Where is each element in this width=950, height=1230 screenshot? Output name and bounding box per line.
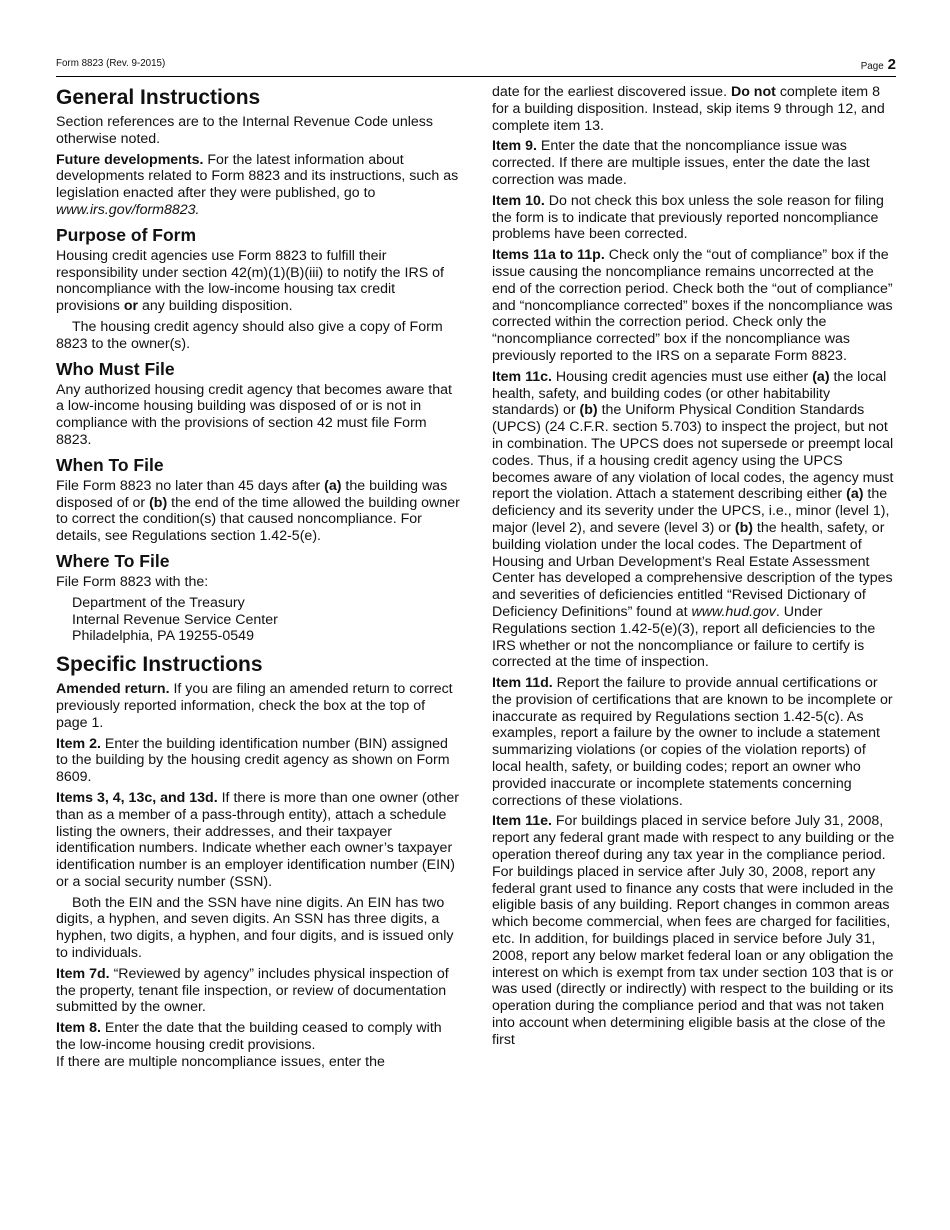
ein-ssn-paragraph: Both the EIN and the SSN have nine digits. An EIN has two digits, a hyphen, and seven digits. An SSN has three digits, a hyphen, two digits, a hyphen, and four digits, and is issued only to individuals. bbox=[56, 894, 454, 962]
items-11a-11p-paragraph bbox=[492, 247, 896, 365]
item-11c-text-4: the deficiency and its severity under the UPCS, i.e., minor (level 1), major (level 2), and severe (level 3) or bbox=[492, 486, 890, 536]
amended-return-text: If you are filing an amended return to correct previously reported information, check the box at the top of page 1. bbox=[56, 681, 453, 731]
items-11a-11p-text: Check only the “out of compliance” box if the issue causing the noncompliance remains uncorrected at the end of the correction period. Check both the “out of compliance” and “noncompliance corrected” boxes if the noncompliance was corrected within the correction period. Check only the “noncompliance corrected” box if the noncompliance was previously reported to the IRS on a separate Form 8823. bbox=[492, 247, 893, 364]
amended-return-label: Amended return. bbox=[56, 681, 170, 698]
items-3-4-text: If there is more than one owner (other than as a member of a pass-through entity), attach a schedule listing the owners, their addresses, and their taxpayer identification numbers. Indicate whether each owner’s taxpayer identification number is an employer identification number (EIN) or a social security number (SSN). bbox=[56, 789, 459, 890]
item-11c-paragraph bbox=[492, 369, 896, 671]
items-3-4-label: Items 3, 4, 13c, and 13d. bbox=[56, 789, 218, 806]
item-11c-text-3: the Uniform Physical Condition Standards (UPCS) (24 C.F.R. section 5.703) to inspect the project, but not in combination. The UPCS does not supersede or preempt local codes. Thus, if a housing credit agency using the UPCS becomes aware of any violation of local codes, the agency must report the violation. Attach a statement describing either bbox=[492, 402, 894, 503]
address-line-2: Internal Revenue Service Center bbox=[72, 611, 278, 628]
amended-return-paragraph bbox=[56, 681, 460, 731]
item-7d-paragraph bbox=[56, 966, 460, 1016]
item-8-paragraph-2: If there are multiple noncompliance issues, enter the bbox=[56, 1053, 385, 1070]
item-11c-a2: (a) bbox=[846, 486, 864, 503]
page-label: Page bbox=[860, 61, 884, 72]
purpose-heading: Purpose of Form bbox=[56, 224, 197, 245]
item-7d-text: “Reviewed by agency” includes physical inspection of the property, tenant file inspection, or review of documentation submitted by the owner. bbox=[56, 965, 449, 1016]
item-2-paragraph bbox=[56, 736, 460, 786]
item-11c-label: Item 11c. bbox=[492, 368, 552, 385]
page-header bbox=[56, 56, 896, 77]
item-11e-paragraph bbox=[492, 813, 896, 1048]
items-3-4-paragraph bbox=[56, 790, 460, 891]
item-9-label: Item 9. bbox=[492, 138, 537, 155]
when-to-file-heading: When To File bbox=[56, 454, 164, 475]
form-revision: Form 8823 (Rev. 9-2015) bbox=[56, 58, 166, 69]
address-line-1: Department of the Treasury bbox=[72, 594, 245, 611]
item-11c-text-1: Housing credit agencies must use either bbox=[551, 368, 813, 385]
item-10-text: Do not check this box unless the sole reason for filing the form is to indicate that previously reported noncompliance problems have been corrected. bbox=[492, 192, 884, 243]
item-11d-text: Report the failure to provide annual certifications or the provision of certifications that are known to be incomplete or inaccurate as required by Regulations section 1.42-5(c). As examples, report a failure by the owner to include a statement summarizing violations (or copies of the violation reports) of local health, safety, or building codes; report an owner who provided inaccurate or incomplete statements concerning corrections of these violations. bbox=[492, 675, 893, 809]
item-8-continued bbox=[492, 84, 896, 134]
where-to-file-heading: Where To File bbox=[56, 550, 170, 571]
when-text-b: the building was disposed of or bbox=[56, 477, 448, 511]
item-11c-b2: (b) bbox=[734, 519, 753, 536]
purpose-text-b: any building disposition. bbox=[138, 298, 293, 315]
item-11d-label: Item 11d. bbox=[492, 675, 553, 692]
when-to-file-paragraph bbox=[56, 478, 460, 545]
purpose-paragraph-2: The housing credit agency should also give a copy of Form 8823 to the owner(s). bbox=[56, 318, 443, 352]
item-11e-label: Item 11e. bbox=[492, 813, 552, 830]
item-9-text: Enter the date that the noncompliance issue was corrected. If there are multiple issues, enter the date the last correction was made. bbox=[492, 138, 870, 188]
item-8-text: Enter the date that the building ceased to comply with the low-income housing credit provisions. bbox=[56, 1020, 442, 1054]
who-must-file-heading: Who Must File bbox=[56, 358, 175, 379]
when-label-b: (b) bbox=[149, 494, 168, 511]
item-2-text: Enter the building identification number (BIN) assigned to the building by the housing credit agency as shown on Form 8609. bbox=[56, 735, 450, 786]
purpose-paragraph bbox=[56, 248, 460, 315]
item-8-label: Item 8. bbox=[56, 1020, 101, 1037]
specific-instructions-heading: Specific Instructions bbox=[56, 653, 263, 677]
purpose-text-a: Housing credit agencies use Form 8823 to fulfill their responsibility under section 42(m)(1)(B)(iii) to notify the IRS of noncompliance with the low-income housing tax credit provisions bbox=[56, 247, 444, 315]
item-11c-text-2: the local health, safety, and building codes (or other habitability standards) or bbox=[492, 368, 887, 419]
item-8-paragraph bbox=[56, 1020, 460, 1054]
address-line-3: Philadelphia, PA 19255-0549 bbox=[72, 628, 254, 645]
mailing-address bbox=[56, 595, 460, 645]
do-not-label: Do not bbox=[730, 84, 776, 100]
general-intro: Section references are to the Internal Revenue Code unless otherwise noted. bbox=[56, 114, 433, 147]
who-must-file-paragraph: Any authorized housing credit agency that becomes aware that a low-income housing building was disposed of or is not in compliance with the provisions of section 42 must file Form 8823. bbox=[56, 381, 452, 448]
item-10-label: Item 10. bbox=[492, 192, 545, 209]
when-label-a: (a) bbox=[324, 477, 342, 494]
item-2-label: Item 2. bbox=[56, 735, 101, 752]
where-to-file-paragraph: File Form 8823 with the: bbox=[56, 573, 209, 590]
left-column bbox=[56, 84, 460, 1075]
item-11e-text: For buildings placed in service before July 31, 2008, report any federal grant made with respect to any building or the operation thereof during any tax year in the compliance period. For buildings placed in service after July 30, 2008, report any federal grant used to finance any costs that were included in the eligible basis of any building. Report changes in common areas which become commercial, when fees are charged for facilities, etc. In addition, for buildings placed in service before July 31, 2008, report any below market federal loan or any obligation the interest on which is exempt from tax under section 103 that is or was used (directly or indirectly) with respect to the building or its operation during the compliance period and that was not taken into account when determining eligible basis at the close of the first bbox=[492, 813, 895, 1048]
future-developments-text: For the latest information about developments related to Form 8823 and its instructions, such as legislation enacted after they were published, go to bbox=[56, 151, 459, 202]
item-7d-label: Item 7d. bbox=[56, 965, 110, 982]
when-text-c: the end of the time allowed the building owner to correct the condition(s) that caused noncompliance. For details, see Regulations section 1.42-5(e). bbox=[56, 494, 460, 545]
item-10-paragraph bbox=[492, 193, 896, 243]
future-developments-label: Future developments. bbox=[56, 151, 204, 168]
irs-form-link: www.irs.gov/form8823. bbox=[56, 201, 200, 218]
page-indicator bbox=[861, 56, 896, 73]
item-11c-text-5: the health, safety, or building violation under the local codes. The Department of Housing and Urban Development’s Real Estate Assessment Center has developed a comprehensive description of the types and severities of deficiencies entitled “Revised Dictionary of Deficiency Definitions” found at bbox=[492, 519, 893, 620]
general-instructions-heading: General Instructions bbox=[56, 86, 261, 109]
hud-link: www.hud.gov bbox=[691, 603, 776, 620]
purpose-or: or bbox=[123, 298, 139, 315]
item-9-paragraph bbox=[492, 138, 896, 188]
item-11c-text-6: . Under Regulations section 1.42-5(e)(3), report all deficiencies to the IRS whether or not the noncompliance or failure to certify is corrected at the time of inspection. bbox=[492, 603, 876, 671]
when-text-a: File Form 8823 no later than 45 days after bbox=[56, 477, 325, 494]
continued-text-b: complete item 8 for a building disposition. Instead, skip items 9 through 12, and complete item 13. bbox=[492, 84, 885, 134]
continued-text-a: date for the earliest discovered issue. bbox=[492, 84, 731, 100]
item-11d-paragraph bbox=[492, 675, 896, 809]
item-11c-b: (b) bbox=[579, 402, 598, 419]
right-column bbox=[492, 84, 896, 1053]
future-developments-paragraph bbox=[56, 152, 460, 219]
item-11c-a: (a) bbox=[812, 368, 830, 385]
items-11a-11p-label: Items 11a to 11p. bbox=[492, 247, 605, 264]
page-number: 2 bbox=[887, 56, 896, 73]
